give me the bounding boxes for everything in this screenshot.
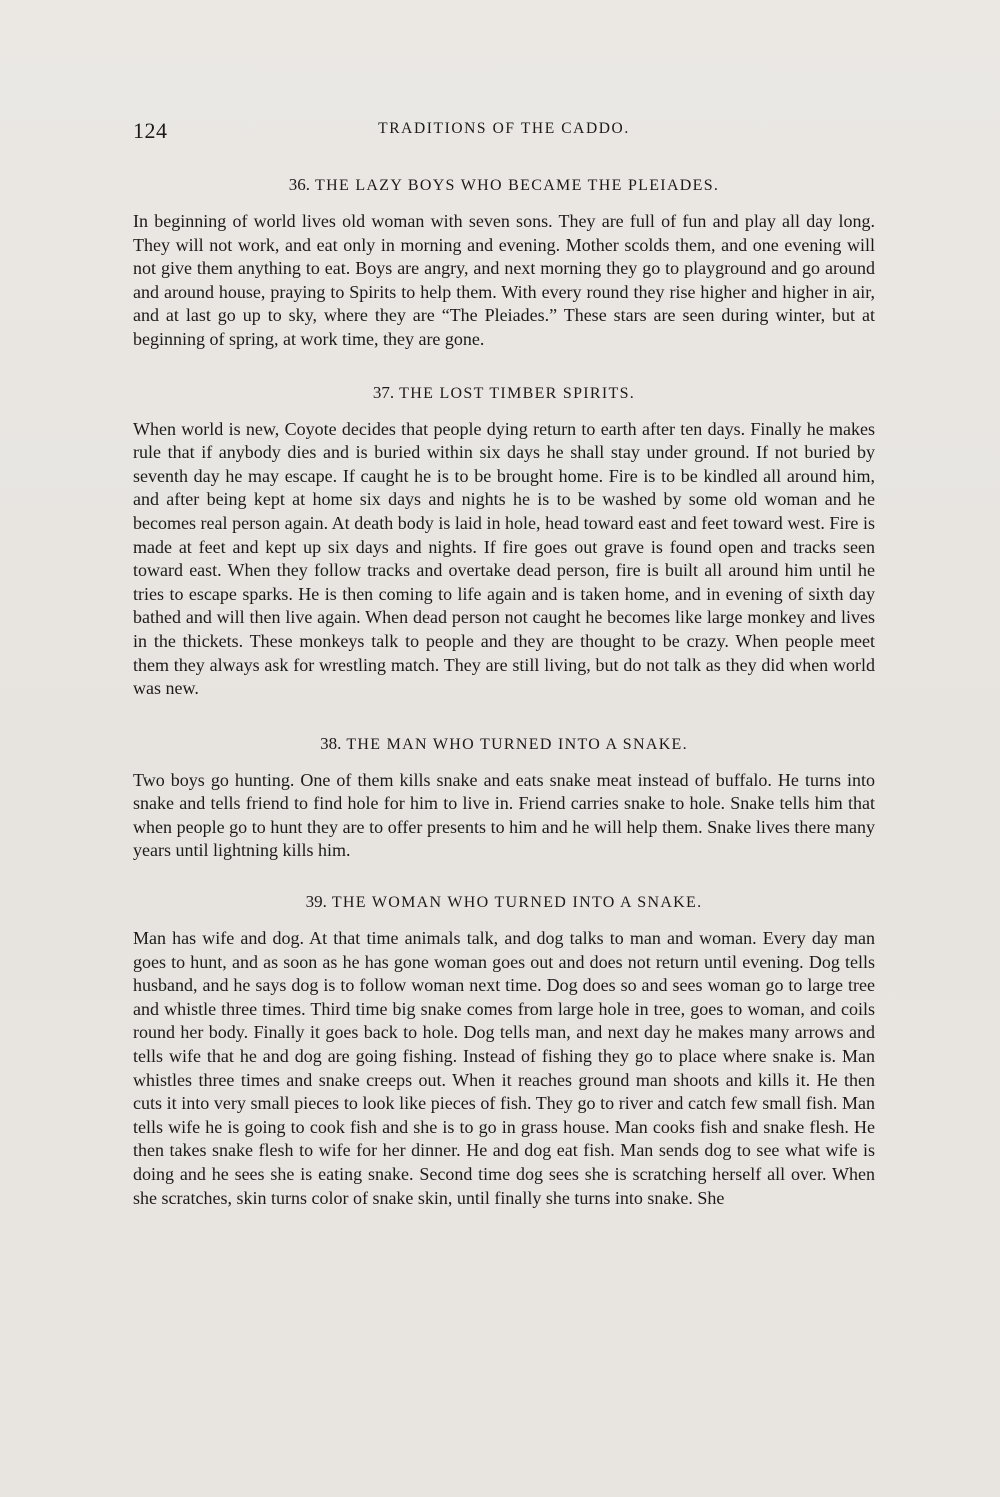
story-number: 39. (305, 892, 327, 912)
story-text: When world is new, Coyote decides that people dying return to earth after ten days. Finally he makes rule that if anybody dies and is buried within six days he shall stay under ground. If not buried by seventh day he may escape. If caught he is to be brought home. Fire is to be kindled all around him, and after being kept at home six days and nights he is to be washed by some old woman and he becomes real person again. At death body is laid in hole, head toward east and feet toward west. Fire is made at feet and kept up six days and nights. If fire goes out grave is found open and tracks seen toward east. When they follow tracks and overtake dead person, fire is built all around him until he tries to escape sparks. He is then coming to life again and is taken home, and in evening of sixth day bathed and will then live again. When dead person not caught he becomes like large monkey and lives in the thickets. These monkeys talk to people and they are thought to be crazy. When people meet them they always ask for wrestling match. They are still living, but do not talk as they did when world was new. (133, 418, 875, 699)
story-text: In beginning of world lives old woman with seven sons. They are full of fun and play all day long. They will not work, and eat only in morning and evening. Mother scolds them, and one evening will not give them anything to eat. Boys are angry, and next morning they go to playground and go around and around house, praying to Spirits to help them. With every round they rise higher and higher in air, and at last go up to sky, where they are “The Pleiades.” These stars are seen during winter, but at beginning of spring, at work time, they are gone. (133, 211, 875, 349)
story-38 (133, 729, 875, 863)
story-title (133, 729, 875, 759)
story-title (133, 378, 875, 408)
running-head (133, 118, 875, 144)
story-title (133, 170, 875, 200)
story-number: 38. (320, 733, 342, 753)
story-title (133, 887, 875, 917)
story-title-text: THE LOST TIMBER SPIRITS. (399, 384, 636, 402)
page-number: 124 (133, 118, 168, 143)
story-title-text: THE MAN WHO TURNED INTO A SNAKE. (346, 735, 688, 753)
story-number: 36. (288, 175, 310, 194)
story-number: 37. (372, 382, 395, 402)
story-text: Man has wife and dog. At that time animals talk, and dog talks to man and woman. Every day man goes to hunt, and as soon as he has gone woman goes out and does not return until evening. Dog tells husband, and he says dog is to follow woman next time. Dog does so and sees woman go to large tree and whistle three times. Third time big snake comes from large hole in tree, goes to woman, and coils round her body. Finally it goes back to hole. Dog tells man, and next day he makes many arrows and tells wife that he and dog are going fishing. Instead of fishing they go to place where snake is. Man whistles three times and snake creeps out. When it reaches ground man shoots and kills it. He then cuts it into very small pieces to look like pieces of fish. They go to river and catch few small fish. Man tells wife he is going to cook fish and she is to go in grass house. Man cooks fish and snake flesh. He then takes snake flesh to wife for her dinner. He and dog eat fish. Man sends dog to see what wife is doing and he sees she is eating snake. Second time dog sees she is scratching herself all over. When she scratches, skin turns color of snake skin, until finally she turns into snake. She (133, 928, 875, 1208)
page-body (133, 166, 875, 1210)
story-36 (133, 170, 875, 352)
story-title-text: THE WOMAN WHO TURNED INTO A SNAKE. (331, 894, 703, 912)
story-37 (133, 378, 875, 701)
story-text: Two boys go hunting. One of them kills snake and eats snake meat instead of buffalo. He turns into snake and tells friend to find hole for him to live in. Friend carries snake to hole. Snake tells him that when people go to hunt they are to offer presents to him and he will help them. Snake lives there many years until lightning kills him. (133, 769, 875, 861)
story-title-text: THE LAZY BOYS WHO BECAME THE PLEIADES. (315, 177, 720, 194)
story-39 (133, 887, 875, 1210)
running-title: TRADITIONS OF THE CADDO. (378, 120, 630, 137)
